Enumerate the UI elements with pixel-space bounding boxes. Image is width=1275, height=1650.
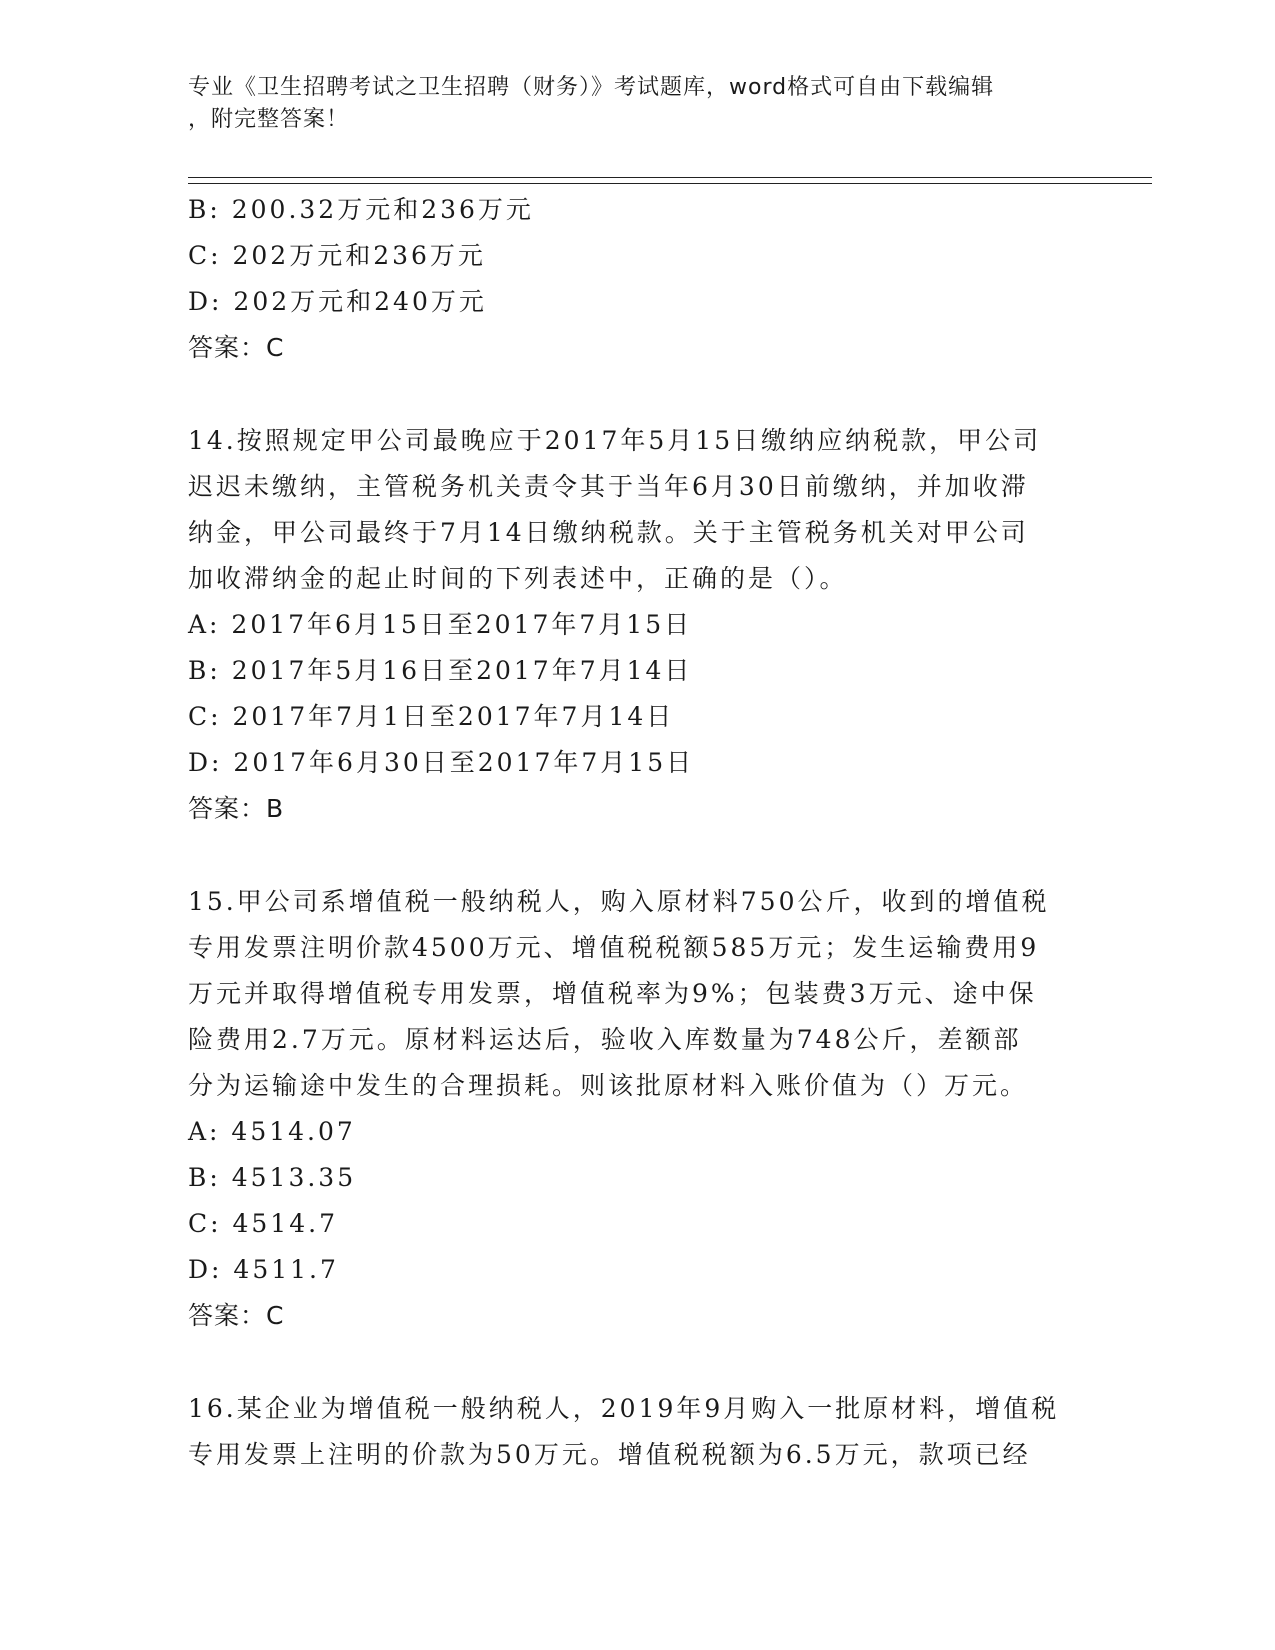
question-stem-line: 加收滞纳金的起止时间的下列表述中，正确的是（）。 <box>188 564 848 593</box>
option-b: B: 4513.35 <box>188 1163 357 1192</box>
answer: 答案：B <box>188 794 285 823</box>
header-line-1: 专业《卫生招聘考试之卫生招聘（财务）》考试题库，word格式可自由下载编辑 <box>188 75 995 100</box>
question-stem-line: 15.甲公司系增值税一般纳税人，购入原材料750公斤，收到的增值税 <box>188 887 1050 916</box>
question-stem-line: 万元并取得增值税专用发票，增值税率为9%；包装费3万元、途中保 <box>188 979 1037 1008</box>
question-stem-line: 专用发票注明价款4500万元、增值税税额585万元；发生运输费用9 <box>188 933 1040 962</box>
question-13 <box>188 187 1088 371</box>
question-stem-line: 险费用2.7万元。原材料运达后，验收入库数量为748公斤，差额部 <box>188 1025 1022 1054</box>
question-stem-line: 纳金，甲公司最终于7月14日缴纳税款。关于主管税务机关对甲公司 <box>188 518 1029 547</box>
question-15 <box>188 879 1088 1339</box>
option-b: B: 200.32万元和236万元 <box>188 195 534 224</box>
answer: 答案：C <box>188 333 285 362</box>
option-d: D: 2017年6月30日至2017年7月15日 <box>188 748 695 777</box>
question-stem-line: 迟迟未缴纳，主管税务机关责令其于当年6月30日前缴纳，并加收滞 <box>188 472 1029 501</box>
option-c: C: 2017年7月1日至2017年7月14日 <box>188 702 675 731</box>
header-divider <box>188 177 1152 184</box>
document-header <box>188 72 1088 136</box>
option-c: C: 4514.7 <box>188 1209 338 1238</box>
spacer <box>188 1339 1088 1386</box>
spacer <box>188 832 1088 879</box>
option-c: C: 202万元和236万元 <box>188 241 486 270</box>
spacer <box>188 371 1088 418</box>
question-stem-line: 16.某企业为增值税一般纳税人，2019年9月购入一批原材料，增值税 <box>188 1394 1060 1423</box>
question-14 <box>188 418 1088 832</box>
question-stem-line: 14.按照规定甲公司最晚应于2017年5月15日缴纳应纳税款，甲公司 <box>188 426 1042 455</box>
option-d: D: 4511.7 <box>188 1255 339 1284</box>
option-b: B: 2017年5月16日至2017年7月14日 <box>188 656 693 685</box>
answer: 答案：C <box>188 1301 285 1330</box>
document-body <box>188 187 1088 1478</box>
question-stem-line: 分为运输途中发生的合理损耗。则该批原材料入账价值为（）万元。 <box>188 1071 1029 1100</box>
question-16 <box>188 1386 1088 1478</box>
option-a: A: 4514.07 <box>188 1117 356 1146</box>
question-stem-line: 专用发票上注明的价款为50万元。增值税税额为6.5万元，款项已经 <box>188 1440 1031 1469</box>
header-line-2: ，附完整答案！ <box>188 107 350 132</box>
option-a: A: 2017年6月15日至2017年7月15日 <box>188 610 693 639</box>
option-d: D: 202万元和240万元 <box>188 287 487 316</box>
